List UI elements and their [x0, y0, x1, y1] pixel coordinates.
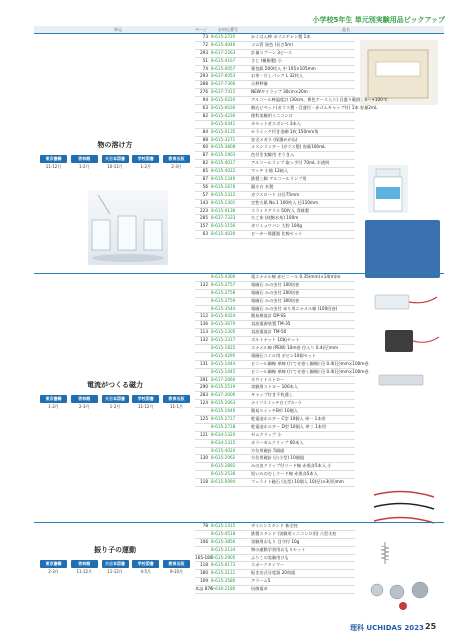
- row-page: 132: [200, 337, 208, 343]
- grade-month: 11-1月: [169, 404, 184, 409]
- row-code: 8-630-2180: [211, 586, 236, 592]
- grade-month: 4-5月: [140, 569, 152, 574]
- row-code: 8-615-1156: [211, 223, 236, 229]
- row-code: 8-615-3856: [211, 538, 236, 544]
- row-page: 109: [200, 578, 208, 584]
- row-name: フェライト磁石 (丸型) 10個入 10(径)×3(厚)mm: [251, 479, 344, 485]
- row-name: たこ糸 (純綿水糸) 100m: [251, 215, 299, 221]
- footer-brand: 理科 UCHIDAS 2023: [350, 624, 424, 632]
- table-row: [195, 168, 355, 176]
- row-code: 8-615-3544: [211, 305, 236, 311]
- table-row: [195, 42, 355, 50]
- row-name: メスシリンダー (ガラス製) 容量100mL: [251, 144, 326, 150]
- row-name: 定性ろ紙 No.1 100枚入 径110mm: [251, 199, 319, 205]
- row-code: 8-615-4167: [211, 57, 236, 63]
- table-row: [195, 290, 355, 298]
- row-name: ホワイトストロー: [251, 376, 285, 382]
- table-row: [195, 424, 355, 432]
- row-code: 8-617-2263: [211, 49, 236, 55]
- row-page: 285: [200, 215, 208, 221]
- reagent-bottle-photo: [368, 165, 408, 213]
- grade-label: 学校図書: [132, 155, 159, 163]
- table-row: [195, 353, 355, 361]
- grade-month: 2-3月: [171, 164, 182, 169]
- row-code: 8-615-2892: [211, 463, 236, 469]
- row-page: 118: [200, 479, 208, 485]
- row-name: 抗菌電卓: [251, 586, 268, 592]
- row-name: かくはん棒 ポリエチレン製 1本: [251, 34, 311, 39]
- row-code: 8-615-4022: [211, 168, 236, 174]
- row-page: 180: [200, 570, 208, 576]
- row-code: 8-615-4230: [211, 112, 236, 118]
- row-page: 112: [200, 313, 208, 319]
- row-name: エナメル線 (PEW) 10m巻 径入り 0.4(径)mm: [251, 345, 339, 351]
- row-name: アルコール棒温度計 (30cm、黄色ケース入り) 目盛り範囲：0〜+100℃: [251, 97, 388, 103]
- row-page: 87: [202, 152, 208, 158]
- table-row: [195, 368, 369, 377]
- table-row: [195, 121, 355, 129]
- row-code: 8-615-0057: [211, 65, 236, 71]
- row-page: 283: [200, 392, 208, 398]
- row-name: ゴム管 黒色 (長さ5m): [251, 41, 293, 47]
- table-row: [195, 345, 355, 353]
- table-row: [195, 113, 355, 121]
- row-code: 8-615-1903: [211, 152, 236, 158]
- row-name: マッチ 小箱 12箱入: [251, 168, 289, 174]
- table-row: [195, 105, 378, 113]
- table-row: [195, 160, 355, 168]
- row-name: お茶・だしパック L 32枚入: [251, 73, 304, 79]
- row-page: 276: [200, 89, 208, 95]
- header-page: ページ: [195, 27, 207, 32]
- section-title-pendulum: 振り子の運動: [94, 546, 136, 554]
- row-name: 鉄製スタンド (実験用ミニコンロ用) 八型支柱: [251, 530, 337, 536]
- row-page: 94: [202, 97, 208, 103]
- table-row: [195, 73, 355, 81]
- row-code: 8-615-2759: [211, 297, 236, 303]
- row-code: 8-637-7333: [211, 215, 236, 221]
- section-rows-pendulum: [195, 523, 355, 594]
- table-row: [195, 586, 355, 594]
- page-title: 小学校5年生 単元別実験用品ピックアップ: [312, 16, 445, 24]
- clip-lead-photo: [368, 485, 440, 535]
- beaker-photo: [88, 190, 168, 265]
- row-name: 簡易検流計 DP-SS: [251, 313, 286, 319]
- row-code: 8-615-3580: [211, 578, 236, 584]
- row-page: 130: [200, 455, 208, 461]
- row-name: 短いみのむしリード線 赤黒各5本入: [251, 471, 318, 477]
- row-code: 8-615-2519: [211, 384, 236, 390]
- row-code: 8-637-6053: [211, 73, 236, 79]
- row-page: 293: [200, 49, 208, 55]
- row-code: 8-615-2134: [211, 546, 236, 552]
- table-row: [195, 282, 355, 290]
- row-name: セラミック付き金網 1枚 150mm角: [251, 128, 319, 134]
- table-row: [195, 360, 369, 369]
- grade-month: 10-11月: [107, 164, 123, 169]
- table-row: [195, 440, 355, 448]
- row-page: 78: [202, 523, 208, 528]
- table-row: [195, 97, 388, 105]
- table-row: [195, 129, 355, 137]
- row-name: 色付き実験用 ぞうきん: [251, 152, 295, 158]
- grade-month: 1-2月: [140, 164, 152, 169]
- table-row: [195, 578, 355, 586]
- table-row: [195, 231, 355, 239]
- row-code: 8-615-2905: [211, 554, 236, 560]
- row-name: カラーゼムクリップ 60本入: [251, 439, 304, 445]
- row-page: 165-180: [195, 554, 213, 560]
- grade-month: 1-2月: [48, 404, 59, 409]
- row-code: 8-637-7366: [211, 81, 236, 87]
- row-name: 電磁石コイル用 ボビン10個セット: [251, 352, 317, 358]
- row-code: 8-615-2538: [211, 471, 236, 477]
- row-page: 73: [202, 34, 208, 39]
- row-name: 電磁石 みの虫付 赤り用エナメル線 (100回巻): [251, 305, 338, 311]
- row-code: 8-634-1315: [211, 439, 236, 445]
- row-code: 8-615-0094: [211, 479, 236, 485]
- row-name: ボルトナット 10組セット: [251, 337, 300, 343]
- row-code: 8-615-1946: [211, 408, 236, 414]
- row-page: 74: [202, 65, 208, 71]
- row-code: 8-615-1415: [211, 523, 236, 528]
- table-row: [195, 34, 355, 42]
- row-name: ビニール銅線 単線 (片てせ巻く銅線) 径 0.4(径)mm×100m巻: [251, 368, 369, 374]
- row-code: 8-615-2758: [211, 289, 236, 295]
- row-page: 131: [200, 360, 208, 366]
- row-name: 天秤秤量: [251, 81, 268, 87]
- electromagnet-illustration: [365, 285, 445, 405]
- row-name: ガリミョウバン 大粒 100g: [251, 223, 302, 229]
- row-page: 82: [202, 112, 208, 118]
- row-page: 293: [200, 73, 208, 79]
- reagent-bottle-illustration: [368, 165, 408, 213]
- table-row: [195, 176, 355, 184]
- row-code: 8-615-1312: [211, 191, 236, 197]
- row-code: 8-615-2725: [211, 34, 236, 39]
- grade-label: 学校図書: [132, 395, 159, 403]
- grade-label: 東京書籍: [40, 155, 67, 163]
- row-page: 290: [200, 384, 208, 390]
- section-rows-melting: [195, 34, 388, 239]
- table-row: [195, 479, 355, 487]
- table-row: [195, 298, 355, 306]
- row-name: ザイエンスタンド 新全柱: [251, 523, 298, 528]
- table-row: [195, 539, 355, 547]
- table-row: [195, 184, 355, 192]
- row-page: 85: [202, 168, 208, 174]
- row-code: 8-615-1676: [211, 183, 236, 189]
- table-row: [195, 570, 355, 578]
- row-page: 143: [200, 199, 208, 205]
- table-row: [195, 192, 355, 200]
- grade-month: 2-3月: [78, 404, 90, 409]
- row-code: 8-615-0441: [211, 120, 236, 126]
- row-code: 8-615-2717: [211, 416, 236, 422]
- grade-schedule-electromagnet: [40, 395, 190, 410]
- row-code: 8-615-2757: [211, 281, 236, 287]
- table-row: [195, 416, 355, 424]
- grade-label: 教育出版: [163, 395, 190, 403]
- row-page: 63: [202, 105, 208, 111]
- table-row: [195, 432, 355, 440]
- row-name: 方位用磁針 (台小型) 10個組: [251, 455, 305, 461]
- table-row: [195, 337, 355, 345]
- table-row: [195, 471, 355, 479]
- table-row: [195, 58, 355, 66]
- table-row: [195, 89, 355, 97]
- row-name: 電磁石 みの虫付 200回巻: [251, 289, 300, 295]
- row-name: カセットガスボンベ 3本入: [251, 120, 301, 126]
- row-code: 8-615-2063: [211, 400, 236, 406]
- row-code: 8-615-4295: [211, 352, 236, 358]
- grade-label: 啓林館: [71, 560, 98, 568]
- section-title-melting: 物の溶け方: [97, 141, 133, 149]
- row-page: 60: [202, 144, 208, 150]
- grade-label: 学校図書: [132, 560, 159, 568]
- row-code: 8-615-3808: [211, 144, 236, 150]
- row-code: 8-615-2718: [211, 423, 236, 429]
- grade-month: 1-2月: [109, 404, 121, 409]
- grade-label: 啓林館: [71, 155, 98, 163]
- grade-month: 1-2月: [78, 164, 90, 169]
- row-page: 125: [200, 416, 208, 422]
- grade-label: 啓林館: [71, 395, 98, 403]
- table-row: [195, 547, 355, 555]
- row-code: 8-634-1320: [211, 431, 236, 437]
- grade-month: 9-10月: [169, 569, 184, 574]
- row-name: 直流電源装置 TM-35: [251, 321, 291, 327]
- row-page: 88: [202, 136, 208, 142]
- row-code: 8-615-3271: [211, 136, 236, 142]
- grade-label: 大日本図書: [102, 560, 129, 568]
- row-page: 106: [200, 538, 208, 544]
- table-row: [195, 329, 355, 337]
- row-name: スポーツタイマー: [251, 562, 285, 568]
- row-code: 8-615-4300: [211, 274, 236, 279]
- row-page: 84: [202, 128, 208, 134]
- row-page: 56: [202, 183, 208, 189]
- row-code: 8-615-0424: [211, 313, 236, 319]
- powder-box-illustration: [360, 40, 438, 105]
- grade-schedule-melting: [40, 155, 190, 170]
- row-page: 288: [200, 81, 208, 87]
- row-name: みの虫クリップ付リード線 赤黒各5本入 小: [251, 463, 332, 469]
- row-name: 簡易スイッチB形 10個入: [251, 408, 299, 414]
- row-code: 8-615-0135: [211, 128, 236, 134]
- section-rows-electromagnet: [195, 274, 369, 487]
- row-code: 8-615-3111: [211, 570, 236, 576]
- row-name: スライドグラス 50枚入 青縁製: [251, 207, 309, 213]
- row-page: 57: [202, 191, 208, 197]
- row-code: 8-615-4518: [211, 530, 236, 536]
- page-number: 25: [425, 622, 437, 631]
- row-name: 駒込ピペット(ガラス製・目盛付・赤ゴムキャップ付) 1本 容量2mL: [251, 105, 378, 111]
- table-row: [195, 523, 355, 531]
- table-row: [195, 408, 355, 416]
- row-name: 直流電流計 TM-50: [251, 329, 287, 335]
- electromagnet-photo: [365, 285, 445, 405]
- powder-box-photo: [360, 40, 438, 105]
- grade-label: 教育出版: [163, 560, 190, 568]
- grade-month: 11-12月: [45, 164, 62, 169]
- row-name: NEWギリラップ 30cm×20m: [251, 89, 308, 95]
- row-code: 8-637-3006: [211, 392, 236, 398]
- row-name: 理科実験用ミニコンロ: [251, 112, 293, 118]
- row-page: 291: [200, 376, 208, 382]
- row-code: 8-615-1825: [211, 345, 236, 351]
- grade-month: 11-12月: [137, 404, 154, 409]
- row-name: ビーカー保護器 比較セット: [251, 231, 303, 237]
- row-code: 8-615-1444: [211, 360, 236, 366]
- row-name: 漏斗台 木製: [251, 183, 274, 189]
- row-page: 121: [200, 431, 208, 437]
- table-row: [195, 200, 355, 208]
- header-name: 品名: [342, 27, 350, 32]
- table-row: [195, 50, 355, 58]
- row-name: さじ (樹脂製) 小: [251, 57, 283, 63]
- row-name: 電磁石 みの虫付 300回巻: [251, 297, 300, 303]
- row-name: アラーム5: [251, 578, 271, 584]
- row-code: 8-615-0030: [211, 105, 236, 111]
- row-page: 82: [202, 160, 208, 166]
- blue-crystal-photo: [365, 220, 440, 278]
- row-code: 8-615-4046: [211, 41, 236, 47]
- row-code: 8-615-0220: [211, 97, 236, 103]
- grade-month: 2-3月: [48, 569, 59, 574]
- row-name: ゼムクリップ 小: [251, 431, 282, 437]
- row-code: 8-615-3317: [211, 337, 236, 343]
- row-name: 物の運動学習用おもりセット: [251, 546, 306, 552]
- row-page: 113: [200, 329, 208, 335]
- row-name: 電磁石 みの虫付 100回巻: [251, 281, 300, 287]
- row-name: 鉄製三脚 アルコールランプ用: [251, 176, 307, 182]
- row-page: 132: [200, 281, 208, 287]
- section-title-electromagnet: 電流がつくる磁力: [87, 381, 143, 389]
- row-code: 8-615-1346: [211, 176, 236, 182]
- pendulum-weights-illustration: [365, 540, 443, 615]
- row-name: ビニール銅線 単線 (片てせ巻く銅線) 径 0.4(径)mm×100m巻: [251, 360, 369, 366]
- row-code: 8-615-2305: [211, 329, 236, 335]
- row-code: 8-615-0173: [211, 562, 236, 568]
- row-name: アルコールランプ 取っ手付 70mL 半透明: [251, 160, 330, 166]
- row-page: 124: [200, 400, 208, 406]
- header-unit: 単元: [114, 27, 122, 32]
- row-name: 薬包紙 500枚入 中 105×105mm: [251, 65, 316, 71]
- grade-month: 11-12月: [107, 569, 123, 574]
- row-page: 118: [200, 562, 208, 568]
- table-row: [195, 274, 355, 282]
- row-name: 電エナメル線 赤ビニール 0.35(mm)×14(m)m: [251, 274, 341, 279]
- clip-lead-illustration: [368, 485, 440, 535]
- row-code: 8-615-1445: [211, 368, 236, 374]
- row-code: 8-615-2062: [211, 455, 236, 461]
- row-name: 振き出式分度器 20枚組: [251, 570, 296, 576]
- row-page: 51: [202, 57, 208, 63]
- row-page: 87: [202, 176, 208, 182]
- row-page: 136: [200, 321, 208, 327]
- grade-label: 東京書籍: [40, 560, 67, 568]
- header-code: お申込番号: [218, 27, 238, 32]
- beaker-illustration: [88, 190, 168, 265]
- grade-month: 11-12月: [76, 569, 93, 574]
- row-code: 8-615-1301: [211, 199, 236, 205]
- table-row: [195, 400, 355, 408]
- row-name: ふりこの実験用ひも: [251, 554, 289, 560]
- row-code: 8-615-0136: [211, 207, 236, 213]
- row-code: 8-617-2060: [211, 376, 236, 382]
- grade-label: 大日本図書: [102, 155, 129, 163]
- table-header: [34, 26, 444, 33]
- pendulum-weights-photo: [365, 540, 443, 615]
- row-name: 計量スプーン 3ピース: [251, 49, 293, 55]
- row-page: 72: [202, 41, 208, 47]
- row-name: 安全メガネ (保護めがね): [251, 136, 298, 142]
- table-row: [195, 531, 355, 539]
- row-code: 8-615-4024: [211, 447, 236, 453]
- row-name: 実験用おもり 目守付 10g: [251, 538, 300, 544]
- row-name: ナイフスイッチ白 (ブルー): [251, 400, 301, 406]
- row-name: キャップ付き千枚通し: [251, 392, 293, 398]
- row-name: 方位用磁針 5個組: [251, 447, 285, 453]
- grade-schedule-pendulum: [40, 560, 190, 575]
- row-page: 223: [200, 207, 208, 213]
- row-page: 本誌 876: [195, 586, 213, 592]
- row-code: 8-637-7415: [211, 89, 236, 95]
- row-page: 157: [200, 223, 208, 229]
- row-name: 実験用ストロー 100本入: [251, 384, 299, 390]
- row-code: 8-615-4017: [211, 160, 236, 166]
- row-code: 8-615-4020: [211, 231, 236, 237]
- row-page: 63: [202, 231, 208, 237]
- row-code: 8-615-3670: [211, 321, 236, 327]
- grade-label: 教育出版: [163, 155, 190, 163]
- row-name: 乾電池ホルダー C型 10個入 単一 1本用: [251, 416, 326, 422]
- grade-label: 東京書籍: [40, 395, 67, 403]
- row-name: ガラスロート 口径75mm: [251, 191, 300, 197]
- row-name: 乾電池ホルダー D型 10個入 単三 1本用: [251, 423, 327, 429]
- grade-label: 大日本図書: [102, 395, 129, 403]
